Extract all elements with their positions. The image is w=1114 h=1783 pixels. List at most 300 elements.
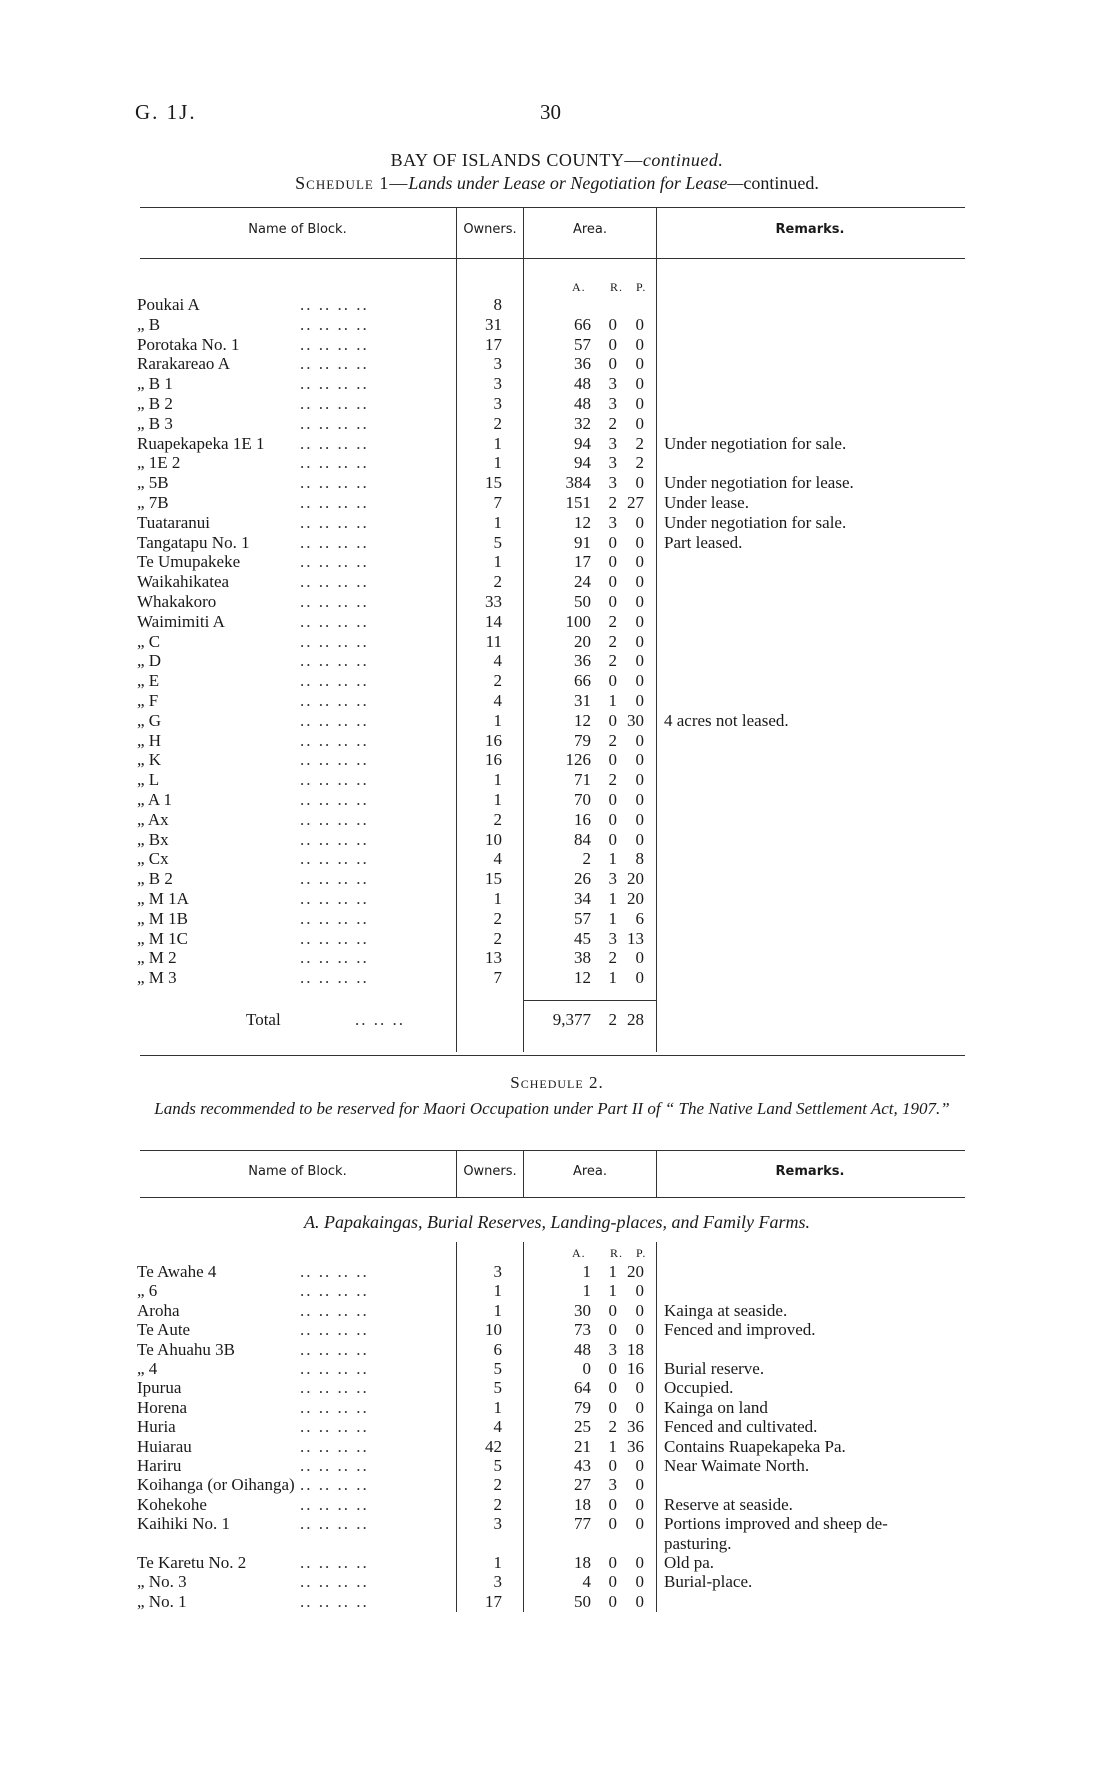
area-roods: 2 bbox=[608, 730, 617, 750]
block-name: „ B 2 bbox=[137, 869, 173, 889]
area-roods: 3 bbox=[608, 394, 617, 413]
area-roods: 1 bbox=[608, 1262, 617, 1281]
leader-dots: .. .. .. .. bbox=[300, 1456, 369, 1475]
owners-count: 1 bbox=[493, 1553, 502, 1572]
area-roods: 2 bbox=[608, 770, 617, 790]
block-name: „ A 1 bbox=[137, 790, 172, 809]
table-row bbox=[0, 1417, 1114, 1437]
total-label: Total bbox=[246, 1010, 281, 1029]
area-perches: 2 bbox=[635, 453, 644, 473]
area-perches: 0 bbox=[635, 671, 644, 691]
col-name-header: Name of Block. bbox=[248, 222, 347, 237]
area-roods: 0 bbox=[608, 1456, 617, 1475]
area-roods: 2 bbox=[608, 413, 617, 433]
block-name: Te Karetu No. 2 bbox=[137, 1553, 247, 1572]
table-row bbox=[0, 948, 1114, 968]
block-name: Tuataranui bbox=[137, 512, 211, 532]
area-roods: 0 bbox=[608, 572, 617, 592]
owners-count: 7 bbox=[493, 493, 502, 512]
area-perches: 0 bbox=[635, 1553, 644, 1572]
owners-count: 1 bbox=[493, 433, 502, 453]
area-perches: 0 bbox=[635, 334, 644, 354]
table-row bbox=[0, 1281, 1114, 1301]
col-roods-label: R. bbox=[610, 280, 624, 294]
table-row bbox=[0, 770, 1114, 790]
leader-dots: .. .. .. .. bbox=[300, 790, 369, 809]
table-row bbox=[0, 1572, 1114, 1592]
remarks: Part leased. bbox=[664, 532, 743, 552]
block-name: Poukai A bbox=[137, 295, 200, 314]
table-row bbox=[0, 1378, 1114, 1398]
area-acres: 48 bbox=[574, 394, 591, 413]
area-perches: 18 bbox=[627, 1339, 644, 1359]
owners-count: 2 bbox=[493, 928, 502, 948]
leader-dots: .. .. .. .. bbox=[300, 968, 369, 988]
remarks: Reserve at seaside. bbox=[664, 1494, 793, 1514]
remarks: Portions improved and sheep de- bbox=[664, 1514, 888, 1534]
area-acres: 126 bbox=[565, 750, 591, 770]
leader-dots: .. .. .. .. bbox=[300, 413, 369, 433]
schedule-continued: continued. bbox=[743, 173, 819, 193]
block-name: „ B 2 bbox=[137, 394, 173, 413]
leader-dots: .. .. .. .. bbox=[300, 1281, 369, 1301]
area-roods: 0 bbox=[608, 552, 617, 572]
block-name: „ 7B bbox=[137, 493, 169, 512]
block-name: „ No. 1 bbox=[137, 1591, 187, 1611]
block-name: „ Ax bbox=[137, 809, 169, 829]
area-acres: 0 bbox=[582, 1359, 591, 1378]
block-name: Horena bbox=[137, 1397, 188, 1417]
leader-dots: .. .. .. .. bbox=[300, 1436, 369, 1456]
leader-dots: .. .. .. .. bbox=[300, 631, 369, 651]
area-acres: 57 bbox=[574, 908, 591, 928]
table-row bbox=[0, 909, 1114, 929]
owners-count: 4 bbox=[493, 849, 502, 869]
area-acres: 94 bbox=[574, 453, 591, 473]
col-perches-label: P. bbox=[636, 280, 647, 294]
area-acres: 91 bbox=[574, 532, 591, 552]
table-row bbox=[0, 790, 1114, 810]
area-roods: 2 bbox=[608, 1417, 617, 1437]
area-roods: 0 bbox=[608, 1300, 617, 1320]
area-perches: 0 bbox=[635, 611, 644, 631]
leader-dots: .. .. .. .. bbox=[300, 354, 369, 374]
col-remarks-header: Remarks. bbox=[775, 222, 845, 237]
area-roods: 1 bbox=[608, 889, 617, 908]
area-perches: 0 bbox=[635, 948, 644, 968]
area-acres: 1 bbox=[582, 1281, 591, 1301]
total-acres: 9,377 bbox=[552, 1010, 591, 1029]
owners-count: 1 bbox=[493, 512, 502, 532]
area-perches: 0 bbox=[635, 1397, 644, 1417]
area-acres: 16 bbox=[574, 809, 591, 829]
leader-dots: .. .. .. .. bbox=[300, 295, 369, 314]
owners-count: 2 bbox=[493, 572, 502, 592]
leader-dots: .. .. .. .. bbox=[300, 671, 369, 691]
area-perches: 0 bbox=[635, 1281, 644, 1301]
area-acres: 2 bbox=[582, 849, 591, 869]
area-roods: 1 bbox=[608, 908, 617, 928]
leader-dots: .. .. .. .. bbox=[300, 334, 369, 354]
area-roods: 1 bbox=[608, 691, 617, 710]
leader-dots: .. .. .. .. bbox=[300, 750, 369, 770]
owners-count: 2 bbox=[493, 413, 502, 433]
table2-header-rule bbox=[140, 1197, 965, 1198]
area-acres: 18 bbox=[574, 1553, 591, 1572]
area-perches: 0 bbox=[635, 750, 644, 770]
area-roods: 3 bbox=[608, 1475, 617, 1495]
table-row bbox=[0, 354, 1114, 374]
owners-count: 2 bbox=[493, 1475, 502, 1495]
area-perches: 20 bbox=[627, 869, 644, 889]
leader-dots: .. .. .. .. bbox=[300, 1572, 369, 1592]
owners-count: 13 bbox=[485, 948, 502, 968]
block-name: Whakakoro bbox=[137, 592, 217, 611]
table-row bbox=[0, 1534, 1114, 1554]
block-name: „ 6 bbox=[137, 1281, 158, 1301]
col2-perches-label: P. bbox=[636, 1246, 647, 1260]
table-row bbox=[0, 592, 1114, 612]
table-row bbox=[0, 1301, 1114, 1321]
table-row bbox=[0, 1359, 1114, 1379]
area-perches: 0 bbox=[635, 552, 644, 572]
block-name: „ H bbox=[137, 730, 162, 750]
area-acres: 36 bbox=[574, 651, 591, 671]
block-name: Koihanga (or Oihanga) bbox=[137, 1475, 295, 1495]
col2-roods-label: R. bbox=[610, 1246, 624, 1260]
area-roods: 0 bbox=[608, 532, 617, 552]
county-continued: continued. bbox=[642, 150, 724, 170]
owners-count: 3 bbox=[493, 1514, 502, 1534]
area-roods: 0 bbox=[608, 314, 617, 334]
leader-dots: .. .. .. .. bbox=[300, 394, 369, 413]
area-roods: 2 bbox=[608, 631, 617, 651]
block-name: „ L bbox=[137, 770, 160, 790]
block-name: Te Awahe 4 bbox=[137, 1262, 217, 1281]
area-perches: 0 bbox=[635, 651, 644, 671]
table-row bbox=[0, 1437, 1114, 1457]
block-name: Tangatapu No. 1 bbox=[137, 532, 250, 552]
owners-count: 2 bbox=[493, 671, 502, 691]
remarks: Near Waimate North. bbox=[664, 1456, 810, 1475]
table-row bbox=[0, 493, 1114, 513]
area-perches: 16 bbox=[627, 1359, 644, 1378]
table-row bbox=[0, 830, 1114, 850]
remarks: Fenced and improved. bbox=[664, 1320, 816, 1340]
owners-count: 2 bbox=[493, 1494, 502, 1514]
col2-acres-label: A. bbox=[572, 1246, 586, 1260]
area-acres: 77 bbox=[574, 1514, 591, 1534]
area-acres: 20 bbox=[574, 631, 591, 651]
owners-count: 31 bbox=[485, 314, 502, 334]
block-name: „ Bx bbox=[137, 829, 169, 849]
owners-count: 1 bbox=[493, 1281, 502, 1301]
area-acres: 79 bbox=[574, 730, 591, 750]
area-roods: 0 bbox=[608, 1397, 617, 1417]
table-row bbox=[0, 1592, 1114, 1612]
area-roods: 2 bbox=[608, 948, 617, 968]
area-roods: 2 bbox=[608, 651, 617, 671]
schedule-title bbox=[0, 173, 1114, 194]
area-acres: 36 bbox=[574, 354, 591, 374]
table-row bbox=[0, 1553, 1114, 1573]
area-acres: 32 bbox=[574, 413, 591, 433]
area-roods: 3 bbox=[608, 473, 617, 493]
leader-dots: .. .. .. .. bbox=[300, 889, 369, 908]
area-perches: 0 bbox=[635, 691, 644, 710]
block-name: Huiarau bbox=[137, 1436, 192, 1456]
table-row bbox=[0, 414, 1114, 434]
area-acres: 34 bbox=[574, 889, 591, 908]
area-acres: 384 bbox=[565, 473, 591, 493]
table1-header-rule bbox=[140, 258, 965, 259]
block-name: Waimimiti A bbox=[137, 611, 225, 631]
table-row bbox=[0, 691, 1114, 711]
total-dots: .. .. .. bbox=[355, 1010, 405, 1029]
table-row bbox=[0, 869, 1114, 889]
area-perches: 0 bbox=[635, 809, 644, 829]
leader-dots: .. .. .. .. bbox=[300, 493, 369, 512]
area-roods: 1 bbox=[608, 968, 617, 988]
block-name: „ M 1C bbox=[137, 928, 188, 948]
area-roods: 3 bbox=[608, 869, 617, 889]
area-perches: 0 bbox=[635, 374, 644, 394]
area-roods: 3 bbox=[608, 374, 617, 394]
county-title bbox=[0, 150, 1114, 171]
table2-divider-3a bbox=[656, 1150, 657, 1197]
area-roods: 0 bbox=[608, 1320, 617, 1340]
remarks: 4 acres not leased. bbox=[664, 710, 789, 730]
owners-count: 4 bbox=[493, 651, 502, 671]
leader-dots: .. .. .. .. bbox=[300, 869, 369, 889]
block-name: „ K bbox=[137, 750, 162, 770]
leader-dots: .. .. .. .. bbox=[300, 1514, 369, 1534]
area-perches: 27 bbox=[627, 493, 644, 512]
leader-dots: .. .. .. .. bbox=[300, 374, 369, 394]
area-acres: 31 bbox=[574, 691, 591, 710]
table-row bbox=[0, 1340, 1114, 1360]
owners-count: 16 bbox=[485, 730, 502, 750]
block-name: „ B bbox=[137, 314, 161, 334]
remarks: Under negotiation for sale. bbox=[664, 512, 847, 532]
schedule2-description: Lands recommended to be reserved for Maori Occupation under Part II of “ The Native Land Settlement Act, 1907.” bbox=[154, 1099, 950, 1118]
table-row bbox=[0, 612, 1114, 632]
area-perches: 0 bbox=[635, 730, 644, 750]
area-acres: 17 bbox=[574, 552, 591, 572]
schedule2-subheading: A. Papakaingas, Burial Reserves, Landing-places, and Family Farms. bbox=[304, 1212, 810, 1232]
block-name: „ G bbox=[137, 710, 162, 730]
owners-count: 14 bbox=[485, 611, 502, 631]
area-acres: 38 bbox=[574, 948, 591, 968]
area-perches: 20 bbox=[627, 1262, 644, 1281]
remarks: Kainga on land bbox=[664, 1397, 768, 1417]
owners-count: 4 bbox=[493, 691, 502, 710]
owners-count: 10 bbox=[485, 1320, 502, 1340]
owners-count: 1 bbox=[493, 1397, 502, 1417]
leader-dots: .. .. .. .. bbox=[300, 1494, 369, 1514]
leader-dots: .. .. .. .. bbox=[300, 908, 369, 928]
remarks: Kainga at seaside. bbox=[664, 1300, 788, 1320]
table-row bbox=[0, 1475, 1114, 1495]
area-perches: 2 bbox=[635, 433, 644, 453]
total-row bbox=[0, 1010, 1114, 1030]
area-perches: 0 bbox=[635, 413, 644, 433]
owners-count: 1 bbox=[493, 889, 502, 908]
area-acres: 24 bbox=[574, 572, 591, 592]
owners-count: 5 bbox=[493, 1378, 502, 1398]
leader-dots: .. .. .. .. bbox=[300, 1417, 369, 1437]
owners-count: 7 bbox=[493, 968, 502, 988]
block-name: „ F bbox=[137, 691, 159, 710]
area-acres: 48 bbox=[574, 374, 591, 394]
block-name: Ruapekapeka 1E 1 bbox=[137, 433, 265, 453]
owners-count: 33 bbox=[485, 592, 502, 611]
area-perches: 6 bbox=[635, 908, 644, 928]
owners-count: 15 bbox=[485, 869, 502, 889]
area-acres: 50 bbox=[574, 1591, 591, 1611]
leader-dots: .. .. .. .. bbox=[300, 651, 369, 671]
leader-dots: .. .. .. .. bbox=[300, 1475, 369, 1495]
owners-count: 3 bbox=[493, 1262, 502, 1281]
block-name: Aroha bbox=[137, 1300, 180, 1320]
area-acres: 18 bbox=[574, 1494, 591, 1514]
remarks: Contains Ruapekapeka Pa. bbox=[664, 1436, 846, 1456]
table-row bbox=[0, 1262, 1114, 1282]
leader-dots: .. .. .. .. bbox=[300, 829, 369, 849]
owners-count: 1 bbox=[493, 453, 502, 473]
table-row bbox=[0, 374, 1114, 394]
table-row bbox=[0, 632, 1114, 652]
table-row bbox=[0, 315, 1114, 335]
block-name: Porotaka No. 1 bbox=[137, 334, 240, 354]
owners-count: 3 bbox=[493, 374, 502, 394]
area-acres: 100 bbox=[565, 611, 591, 631]
area-acres: 64 bbox=[574, 1378, 591, 1398]
block-name: „ 4 bbox=[137, 1359, 158, 1378]
block-name: Kohekohe bbox=[137, 1494, 207, 1514]
col2-owners-header: Owners. bbox=[463, 1164, 517, 1179]
table-row bbox=[0, 1456, 1114, 1476]
owners-count: 1 bbox=[493, 770, 502, 790]
table1-top-rule bbox=[140, 207, 965, 208]
leader-dots: .. .. .. .. bbox=[300, 1339, 369, 1359]
area-acres: 94 bbox=[574, 433, 591, 453]
area-acres: 71 bbox=[574, 770, 591, 790]
area-acres: 27 bbox=[574, 1475, 591, 1495]
area-perches: 0 bbox=[635, 1494, 644, 1514]
total-roods: 2 bbox=[608, 1010, 617, 1029]
area-acres: 12 bbox=[574, 512, 591, 532]
table-row bbox=[0, 651, 1114, 671]
block-name: „ M 1A bbox=[137, 889, 189, 908]
owners-count: 8 bbox=[493, 295, 502, 314]
table-row bbox=[0, 1398, 1114, 1418]
area-acres: 12 bbox=[574, 710, 591, 730]
table-row bbox=[0, 671, 1114, 691]
table2-top-rule bbox=[140, 1150, 965, 1151]
owners-count: 2 bbox=[493, 809, 502, 829]
area-perches: 0 bbox=[635, 532, 644, 552]
col2-remarks-header: Remarks. bbox=[775, 1164, 845, 1179]
area-acres: 73 bbox=[574, 1320, 591, 1340]
table-row bbox=[0, 711, 1114, 731]
schedule-description: Lands under Lease or Negotiation for Lease— bbox=[408, 173, 744, 193]
area-acres: 57 bbox=[574, 334, 591, 354]
area-perches: 13 bbox=[627, 928, 644, 948]
area-perches: 0 bbox=[635, 1514, 644, 1534]
area-perches: 0 bbox=[635, 1591, 644, 1611]
area-acres: 151 bbox=[565, 493, 591, 512]
table-row bbox=[0, 731, 1114, 751]
schedule2-heading: Schedule 2. bbox=[510, 1073, 604, 1092]
area-roods: 1 bbox=[608, 849, 617, 869]
owners-count: 42 bbox=[485, 1436, 502, 1456]
area-acres: 50 bbox=[574, 592, 591, 611]
table-row bbox=[0, 968, 1114, 988]
area-roods: 3 bbox=[608, 433, 617, 453]
block-name: „ C bbox=[137, 631, 161, 651]
area-roods: 0 bbox=[608, 750, 617, 770]
table-row bbox=[0, 434, 1114, 454]
county-name: BAY OF ISLANDS COUNTY— bbox=[390, 150, 643, 170]
block-name: „ 5B bbox=[137, 473, 169, 493]
area-acres: 70 bbox=[574, 790, 591, 809]
area-perches: 0 bbox=[635, 829, 644, 849]
table-row bbox=[0, 453, 1114, 473]
area-perches: 20 bbox=[627, 889, 644, 908]
block-name: „ M 1B bbox=[137, 908, 188, 928]
total-perches: 28 bbox=[627, 1010, 644, 1029]
area-acres: 4 bbox=[582, 1572, 591, 1592]
area-perches: 0 bbox=[635, 1378, 644, 1398]
leader-dots: .. .. .. .. bbox=[300, 532, 369, 552]
owners-count: 2 bbox=[493, 908, 502, 928]
block-name: Te Ahuahu 3B bbox=[137, 1339, 235, 1359]
table-row bbox=[0, 810, 1114, 830]
owners-count: 3 bbox=[493, 1572, 502, 1592]
owners-count: 16 bbox=[485, 750, 502, 770]
area-perches: 36 bbox=[627, 1436, 644, 1456]
table-row bbox=[0, 394, 1114, 414]
area-perches: 0 bbox=[635, 592, 644, 611]
area-roods: 0 bbox=[608, 592, 617, 611]
area-roods: 0 bbox=[608, 790, 617, 809]
remarks: pasturing. bbox=[664, 1533, 732, 1553]
owners-count: 1 bbox=[493, 552, 502, 572]
area-roods: 0 bbox=[608, 671, 617, 691]
area-acres: 66 bbox=[574, 671, 591, 691]
remarks: Under negotiation for sale. bbox=[664, 433, 847, 453]
area-acres: 79 bbox=[574, 1397, 591, 1417]
leader-dots: .. .. .. .. bbox=[300, 770, 369, 790]
table-row bbox=[0, 295, 1114, 315]
area-perches: 0 bbox=[635, 790, 644, 809]
col2-name-header: Name of Block. bbox=[248, 1164, 347, 1179]
remarks: Old pa. bbox=[664, 1553, 715, 1572]
remarks: Burial-place. bbox=[664, 1572, 753, 1592]
owners-count: 1 bbox=[493, 1300, 502, 1320]
block-name: „ M 3 bbox=[137, 968, 177, 988]
block-name: Hariru bbox=[137, 1456, 182, 1475]
block-name: „ Cx bbox=[137, 849, 169, 869]
owners-count: 3 bbox=[493, 354, 502, 374]
block-name: „ B 1 bbox=[137, 374, 173, 394]
area-roods: 0 bbox=[608, 1378, 617, 1398]
owners-count: 5 bbox=[493, 1359, 502, 1378]
leader-dots: .. .. .. .. bbox=[300, 592, 369, 611]
area-acres: 45 bbox=[574, 928, 591, 948]
area-perches: 8 bbox=[635, 849, 644, 869]
